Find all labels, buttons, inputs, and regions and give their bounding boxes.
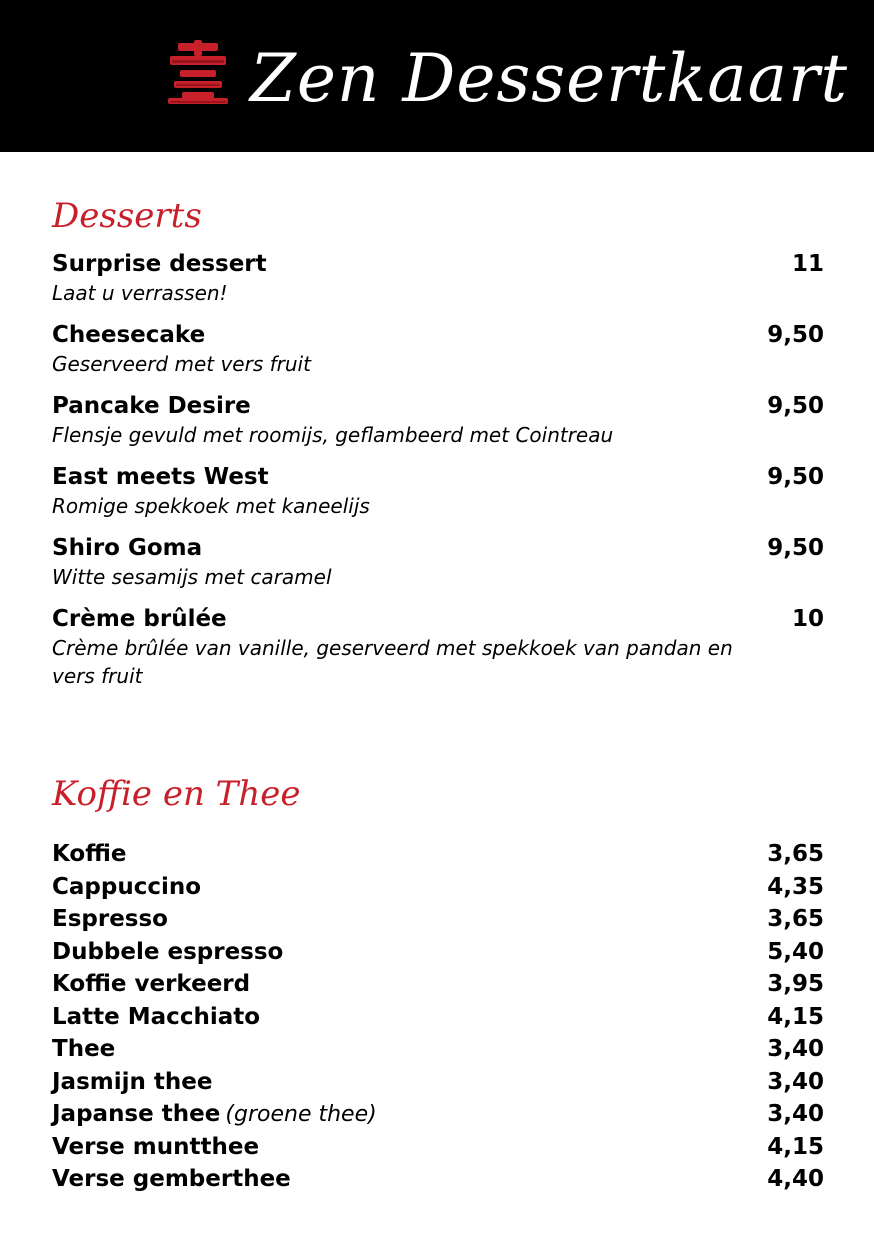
dessert-description: Crème brûlée van vanille, geserveerd met spekkoek van pandan en vers fruit — [52, 636, 733, 688]
dessert-list — [52, 250, 824, 704]
drink-name: Dubbele espresso — [52, 938, 284, 965]
dessert-description: Flensje gevuld met roomijs, geflambeerd met Cointreau — [52, 423, 614, 447]
dessert-price: 9,50 — [767, 322, 824, 348]
drink-name: Koffie — [52, 841, 127, 867]
drink-name: Verse muntthee — [52, 1133, 260, 1160]
dessert-description: Witte sesamijs met caramel — [52, 565, 332, 589]
drink-item — [52, 838, 824, 871]
dessert-item — [52, 392, 824, 449]
dessert-price: 11 — [791, 251, 824, 277]
dessert-description: Geserveerd met vers fruit — [52, 352, 311, 376]
drink-price: 4,15 — [767, 1003, 824, 1030]
drink-name: Verse gemberthee — [52, 1166, 291, 1192]
dessert-price: 9,50 — [767, 535, 824, 561]
drink-item — [52, 871, 824, 904]
drink-price: 3,40 — [767, 1036, 824, 1062]
drink-name: Jasmijn thee — [52, 1068, 213, 1095]
dessert-name: Surprise dessert — [52, 251, 267, 277]
drink-item — [52, 1163, 824, 1196]
dessert-item — [52, 605, 824, 690]
dessert-description: Romige spekkoek met kaneelijs — [52, 494, 370, 518]
drink-item — [52, 1033, 824, 1066]
drink-price: 3,40 — [767, 1101, 824, 1127]
dessert-price: 9,50 — [767, 464, 824, 490]
drink-note: (groene thee) — [225, 1102, 377, 1127]
dessert-item — [52, 321, 824, 378]
dessert-name: Crème brûlée — [52, 606, 227, 632]
page-title: Zen Dessertkaart — [250, 40, 849, 117]
dessert-price: 10 — [791, 606, 824, 632]
dessert-price: 9,50 — [767, 393, 824, 419]
dessert-name: East meets West — [52, 464, 269, 490]
drink-price: 4,35 — [767, 873, 824, 900]
dessert-description: Laat u verrassen! — [52, 281, 228, 305]
drink-item — [52, 903, 824, 936]
drink-item — [52, 1066, 824, 1099]
drink-item — [52, 1098, 824, 1131]
drink-name: Espresso — [52, 906, 168, 932]
drink-name: Cappuccino — [52, 873, 202, 900]
header-bar — [0, 0, 874, 152]
drink-item — [52, 1131, 824, 1164]
drink-name: Japanse thee — [52, 1101, 221, 1127]
drink-item — [52, 1001, 824, 1034]
dessert-name: Cheesecake — [52, 322, 206, 348]
dessert-item — [52, 534, 824, 591]
drink-price: 3,40 — [767, 1068, 824, 1095]
dessert-name: Shiro Goma — [52, 535, 203, 561]
drink-price: 5,40 — [767, 938, 824, 965]
drink-name: Latte Macchiato — [52, 1003, 261, 1030]
drink-price: 3,65 — [767, 906, 824, 932]
dessert-item — [52, 250, 824, 307]
section-title-koffie-en-thee: Koffie en Thee — [52, 774, 301, 814]
drink-price: 4,15 — [767, 1133, 824, 1160]
dessert-item — [52, 463, 824, 520]
dessert-name: Pancake Desire — [52, 393, 251, 419]
zen-kanji-logo-icon — [164, 40, 232, 106]
drink-item — [52, 936, 824, 969]
drink-price: 3,65 — [767, 841, 824, 867]
drink-name: Thee — [52, 1036, 116, 1062]
drink-item — [52, 968, 824, 1001]
drink-price: 4,40 — [767, 1166, 824, 1192]
drink-name: Koffie verkeerd — [52, 971, 251, 997]
drink-price: 3,95 — [767, 971, 824, 997]
koffie-thee-list — [52, 838, 824, 1196]
section-title-desserts: Desserts — [52, 196, 202, 236]
